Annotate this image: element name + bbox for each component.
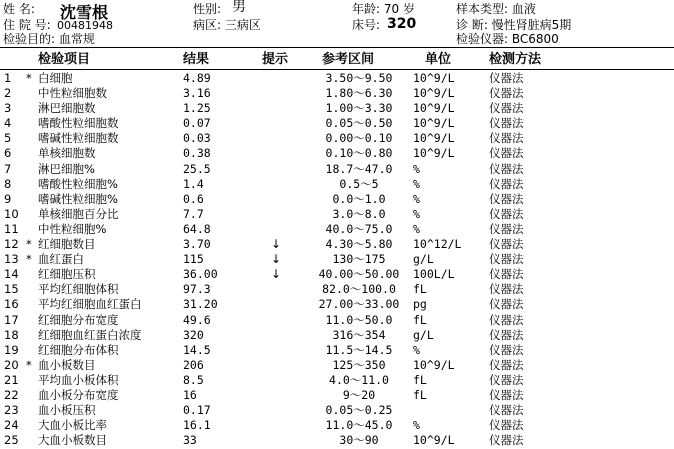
method: 仪器法 [489,267,524,282]
reference-range: 40.0～75.0 [325,221,393,236]
row-number: 11 [4,221,19,236]
result-value: 0.38 [183,146,211,161]
method: 仪器法 [489,327,524,342]
unit: % [413,342,420,357]
col-method: 检测方法 [489,52,542,67]
item-name: 平均血小板体积 [38,372,119,387]
ward: 病区: 三病区 [193,18,261,32]
table-row [0,328,674,343]
item-name: 平均红细胞体积 [38,282,119,297]
result-value: 36.00 [183,267,218,282]
hint-arrow: ↓ [271,237,282,252]
table-row [0,146,674,161]
method: 仪器法 [489,357,524,372]
reference-range: 0.5～5 [339,176,379,191]
table-row [0,252,674,267]
row-number: 13 [4,252,19,267]
reference-range: 30～90 [339,433,379,448]
key-marker: * [26,237,32,252]
sex-label: 性别: [193,2,222,16]
reference-range: 1.80～6.30 [325,86,393,101]
unit: 10^9/L [413,131,455,146]
table-row [0,131,674,146]
unit: fL [413,372,427,387]
table-row [0,207,674,222]
item-name: 红细胞血红蛋白浓度 [38,327,142,342]
reference-range: 11.0～50.0 [325,312,393,327]
item-name: 单核细胞百分比 [38,206,119,221]
table-row [0,101,674,116]
unit: fL [413,387,427,402]
instrument: 检验仪器: BC6800 [456,32,559,46]
unit: pg [413,297,427,312]
row-number: 15 [4,282,19,297]
item-name: 淋巴细胞% [38,161,95,176]
unit: fL [413,282,427,297]
item-name: 单核细胞数 [38,146,96,161]
table-row [0,177,674,192]
reference-range: 0.05～0.25 [325,403,393,418]
item-name: 血小板数目 [38,357,96,372]
row-number: 14 [4,267,19,282]
table-row [0,192,674,207]
method: 仪器法 [489,297,524,312]
key-marker: * [26,71,32,85]
method: 仪器法 [489,282,524,297]
method: 仪器法 [489,161,524,176]
method: 仪器法 [489,131,524,146]
unit: % [413,206,420,221]
item-name: 嗜酸性粒细胞数 [38,116,119,131]
table-row [0,116,674,131]
result-value: 31.20 [183,297,218,312]
col-ref: 参考区间 [322,52,375,67]
result-value: 0.07 [183,116,211,131]
result-value: 0.17 [183,403,211,418]
reference-range: 0.00～0.10 [325,131,393,146]
reference-range: 1.00～3.30 [325,101,393,116]
sample-type: 样本类型: 血液 [456,2,536,16]
row-number: 12 [4,237,19,252]
reference-range: 27.00～33.00 [318,297,400,312]
unit: 10^9/L [413,86,455,101]
result-value: 64.8 [183,221,211,236]
unit: g/L [413,252,434,267]
unit: fL [413,312,427,327]
result-table [0,71,674,448]
diagnosis: 诊 断: 慢性肾脏病5期 [456,18,572,32]
row-number: 17 [4,312,19,327]
table-row [0,313,674,328]
result-value: 33 [183,433,197,448]
item-name: 淋巴细胞数 [38,101,96,116]
purpose: 检验目的: 血常规 [3,32,95,46]
name-label: 姓 名: [3,2,35,16]
unit: 10^9/L [413,71,455,85]
row-number: 3 [4,101,12,116]
result-value: 4.89 [183,71,211,85]
unit: % [413,161,420,176]
reference-range: 3.0～8.0 [332,206,386,221]
reference-range: 4.30～5.80 [325,237,393,252]
table-row [0,418,674,433]
hint-arrow: ↓ [271,267,282,282]
table-row [0,282,674,297]
reference-range: 3.50～9.50 [325,71,393,85]
item-name: 嗜碱性粒细胞数 [38,131,119,146]
method: 仪器法 [489,387,524,402]
unit: 10^9/L [413,101,455,116]
result-value: 16 [183,387,197,402]
item-name: 中性粒细胞数 [38,86,107,101]
reference-range: 18.7～47.0 [325,161,393,176]
unit: % [413,191,420,206]
item-name: 平均红细胞血红蛋白 [38,297,142,312]
table-row [0,343,674,358]
table-row [0,267,674,282]
unit: g/L [413,327,434,342]
col-hint: 提示 [262,52,289,67]
patient-name: 沈雪根 [60,3,109,22]
unit: % [413,418,420,433]
row-number: 19 [4,342,19,357]
table-row [0,433,674,448]
col-unit: 单位 [425,52,452,67]
row-number: 22 [4,387,19,402]
reference-range: 9～20 [342,387,376,402]
reference-range: 0.0～1.0 [332,191,386,206]
row-number: 24 [4,418,19,433]
table-row [0,297,674,312]
col-item: 检验项目 [38,52,91,67]
row-number: 1 [4,71,12,85]
result-value: 0.03 [183,131,211,146]
item-name: 红细胞分布宽度 [38,312,119,327]
item-name: 红细胞数目 [38,237,96,252]
result-value: 8.5 [183,372,204,387]
row-number: 4 [4,116,12,131]
item-name: 嗜酸性粒细胞% [38,176,118,191]
method: 仪器法 [489,101,524,116]
item-name: 红细胞压积 [38,267,96,282]
unit: 100L/L [413,267,455,282]
row-number: 2 [4,86,12,101]
method: 仪器法 [489,71,524,85]
item-name: 白细胞 [38,71,73,85]
row-number: 25 [4,433,19,448]
hint-arrow: ↓ [271,252,282,267]
result-value: 49.6 [183,312,211,327]
method: 仪器法 [489,312,524,327]
unit: % [413,176,420,191]
reference-range: 316～354 [332,327,386,342]
method: 仪器法 [489,252,524,267]
result-value: 14.5 [183,342,211,357]
result-value: 3.16 [183,86,211,101]
reference-range: 11.0～45.0 [325,418,393,433]
method: 仪器法 [489,221,524,236]
table-row [0,403,674,418]
result-value: 0.6 [183,191,204,206]
hospital-id: 00481948 [57,19,113,32]
reference-range: 82.0～100.0 [322,282,396,297]
result-value: 320 [183,327,204,342]
row-number: 10 [4,206,19,221]
table-row [0,222,674,237]
row-number: 20 [4,357,19,372]
method: 仪器法 [489,86,524,101]
method: 仪器法 [489,191,524,206]
header-divider [0,47,674,48]
age-label: 年龄: 70 岁 [352,2,415,16]
table-row [0,358,674,373]
table-row [0,388,674,403]
id-label: 住 院 号: [3,18,51,32]
key-marker: * [26,357,32,372]
item-name: 嗜碱性粒细胞% [38,191,118,206]
method: 仪器法 [489,146,524,161]
sex-value: 男 [232,0,246,15]
key-marker: * [26,252,32,267]
result-value: 97.3 [183,282,211,297]
row-number: 6 [4,146,12,161]
unit: 10^9/L [413,433,455,448]
item-name: 大血小板数目 [38,433,107,448]
item-name: 红细胞分布体积 [38,342,119,357]
unit: 10^9/L [413,146,455,161]
result-value: 7.7 [183,206,204,221]
item-name: 大血小板比率 [38,418,107,433]
method: 仪器法 [489,433,524,448]
row-number: 16 [4,297,19,312]
method: 仪器法 [489,206,524,221]
item-name: 血红蛋白 [38,252,84,267]
table-row [0,237,674,252]
result-value: 16.1 [183,418,211,433]
col-result: 结果 [183,52,210,67]
result-value: 206 [183,357,204,372]
method: 仪器法 [489,342,524,357]
item-name: 血小板分布宽度 [38,387,119,402]
row-number: 7 [4,161,12,176]
method: 仪器法 [489,176,524,191]
reference-range: 4.0～11.0 [329,372,389,387]
reference-range: 11.5～14.5 [325,342,393,357]
row-number: 21 [4,372,19,387]
unit: 10^9/L [413,116,455,131]
unit: 10^12/L [413,237,462,252]
reference-range: 125～350 [332,357,386,372]
reference-range: 40.00～50.00 [318,267,400,282]
bed-label: 床号: [352,18,381,32]
bed-number: 320 [387,16,417,32]
reference-range: 0.05～0.50 [325,116,393,131]
method: 仪器法 [489,403,524,418]
method: 仪器法 [489,237,524,252]
row-number: 23 [4,403,19,418]
column-divider [0,69,674,70]
unit: % [413,221,420,236]
method: 仪器法 [489,116,524,131]
result-value: 25.5 [183,161,211,176]
table-row [0,71,674,86]
result-value: 3.70 [183,237,211,252]
unit: 10^9/L [413,357,455,372]
row-number: 18 [4,327,19,342]
table-row [0,373,674,388]
result-value: 115 [183,252,204,267]
method: 仪器法 [489,372,524,387]
item-name: 中性粒细胞% [38,221,107,236]
item-name: 血小板压积 [38,403,96,418]
row-number: 9 [4,191,12,206]
result-value: 1.4 [183,176,204,191]
reference-range: 0.10～0.80 [325,146,393,161]
table-row [0,86,674,101]
result-value: 1.25 [183,101,211,116]
row-number: 8 [4,176,12,191]
reference-range: 130～175 [332,252,386,267]
table-row [0,162,674,177]
method: 仪器法 [489,418,524,433]
row-number: 5 [4,131,12,146]
